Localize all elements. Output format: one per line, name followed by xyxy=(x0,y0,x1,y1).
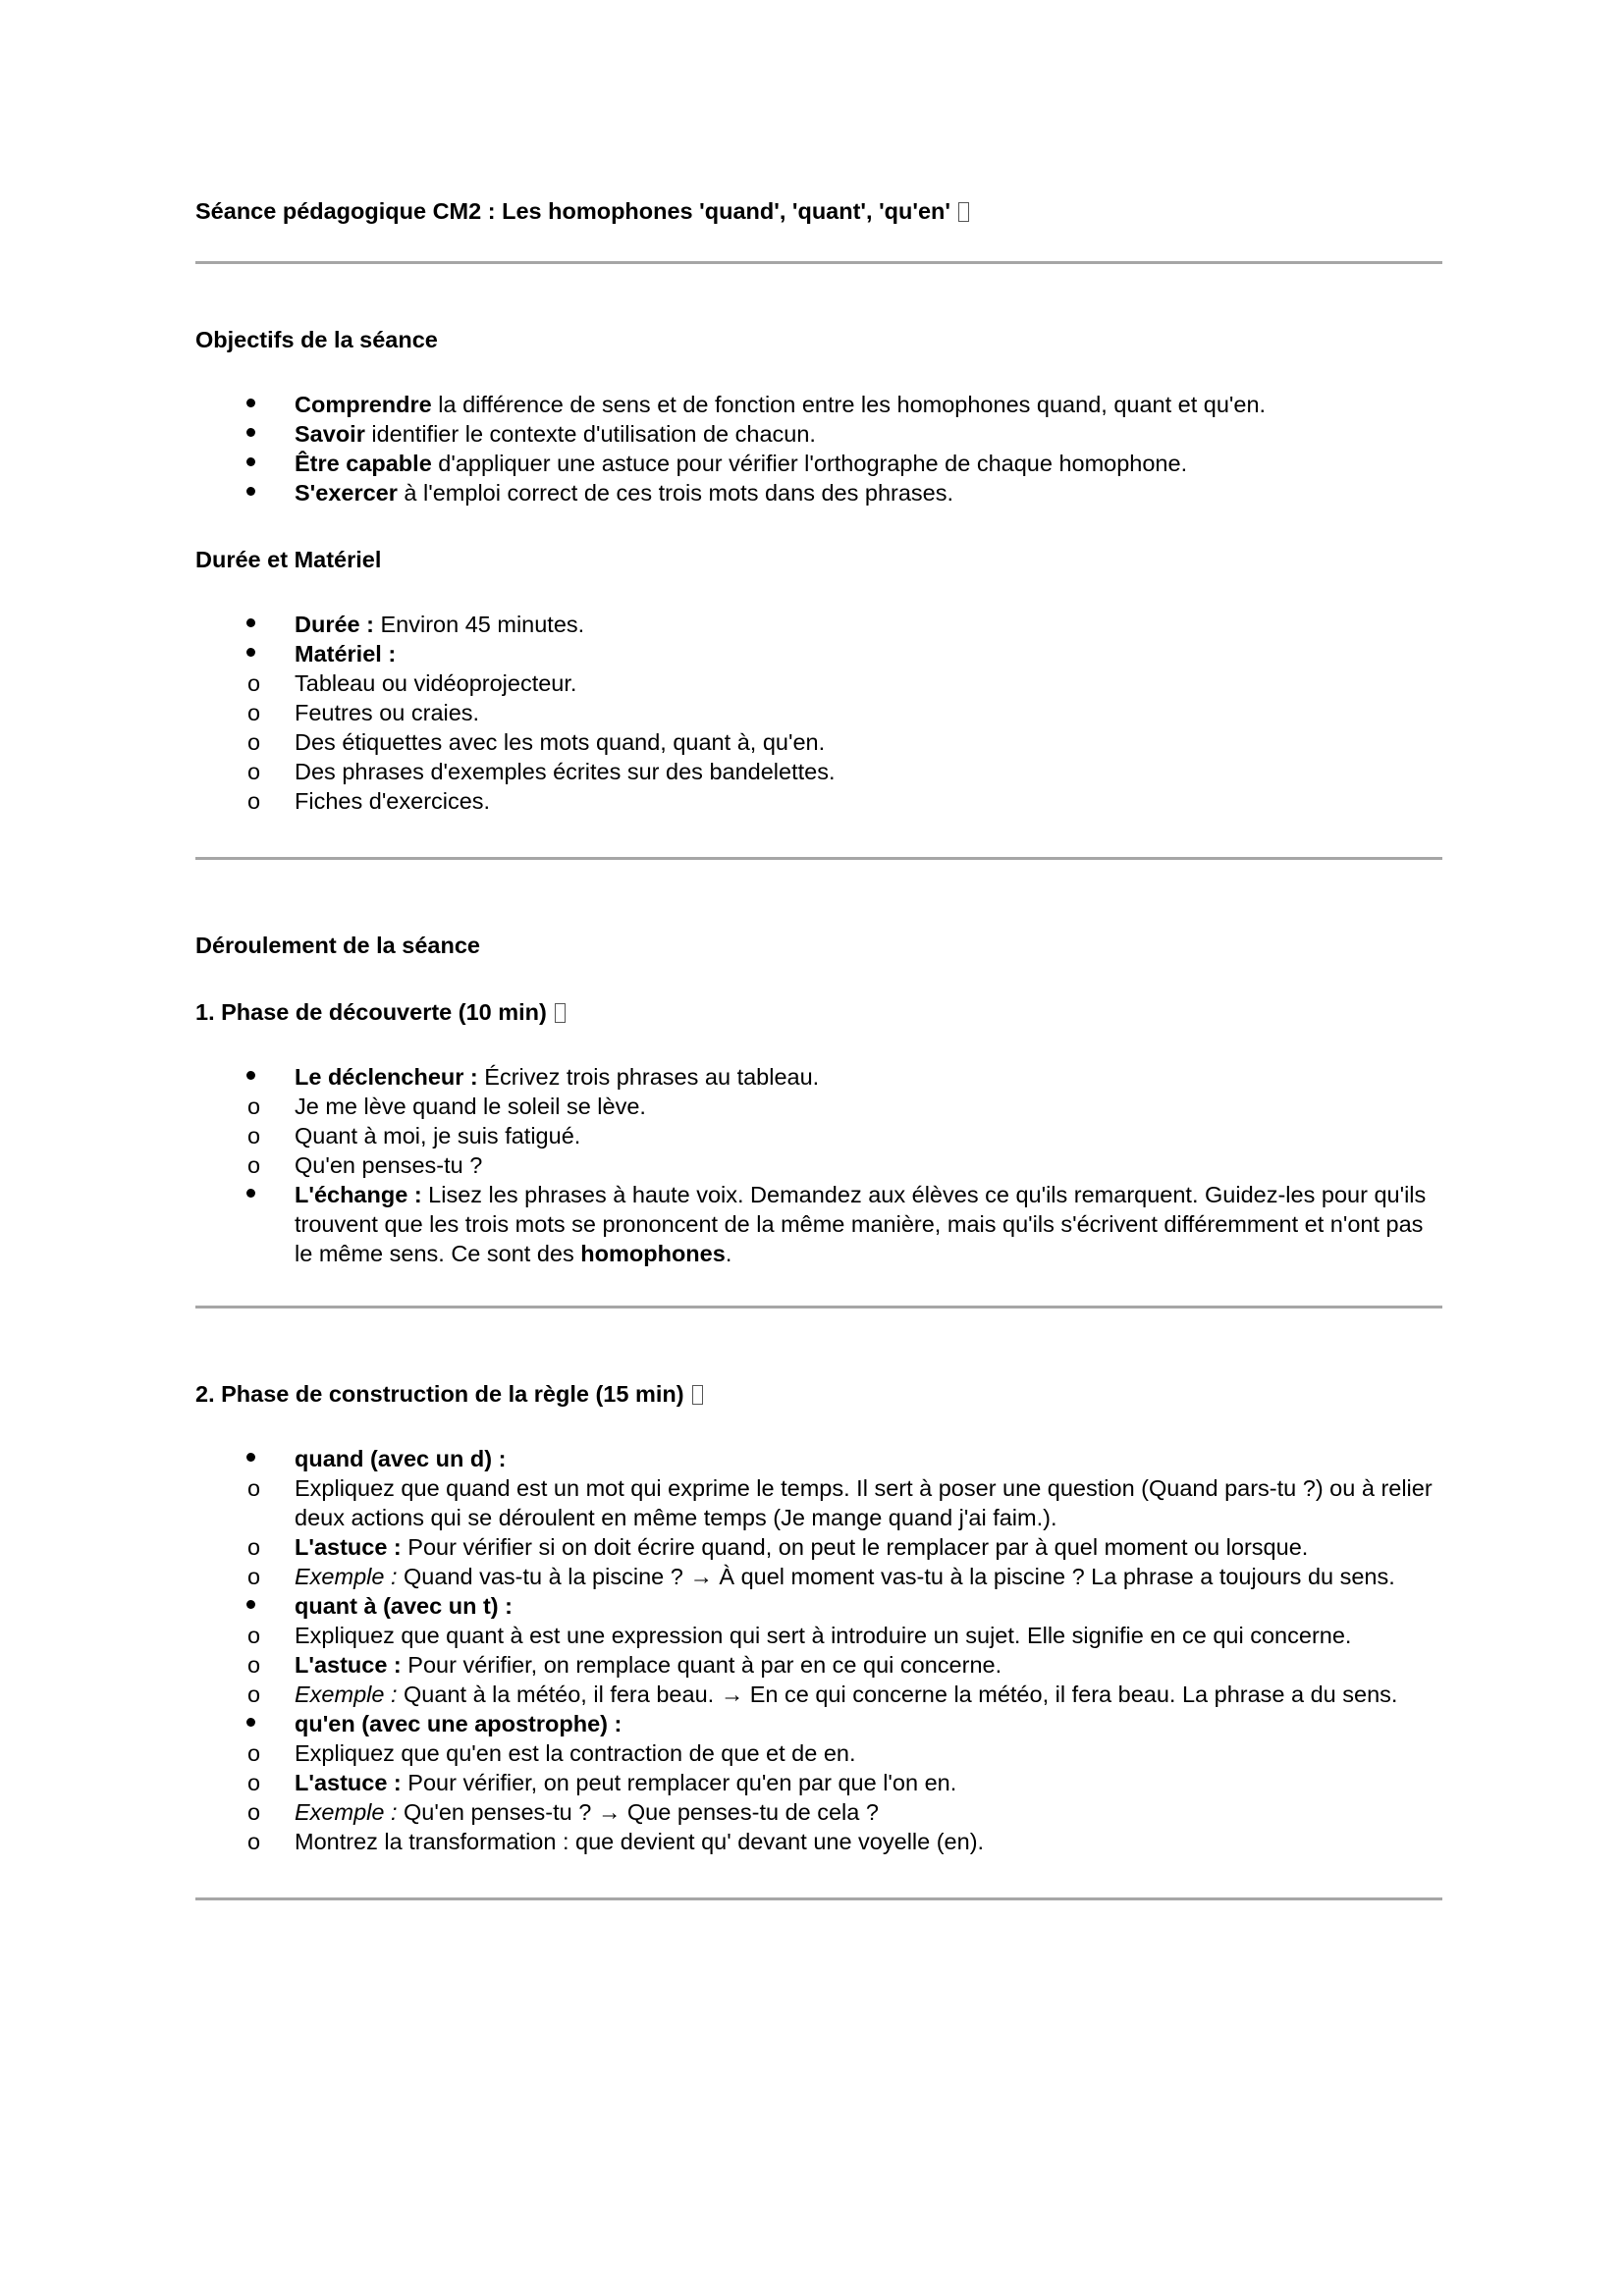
list-item: Savoir identifier le contexte d'utilisation de chacun. xyxy=(195,419,1442,449)
list-item: Matériel : o Tableau ou vidéoprojecteur. o Feutres ou craies. o Des étiquettes avec les mots quand, quant à, qu'en. o Des phrases d'exemples écrites sur des bandelettes. o Fiches d'exercices. xyxy=(195,639,1442,816)
divider xyxy=(195,1897,1442,1900)
phase-1-list xyxy=(195,1062,1442,1268)
quant-sublist xyxy=(247,1621,1442,1709)
sublist-item: o Exemple : Quand vas-tu à la piscine ? → À quel moment vas-tu à la piscine ? La phrase a toujours du sens. xyxy=(247,1564,1395,1589)
list-item: Comprendre la différence de sens et de fonction entre les homophones quand, quant et qu'en. xyxy=(195,390,1442,419)
sublist-item: o L'astuce : Pour vérifier, on remplace quant à par en ce qui concerne. xyxy=(247,1652,1002,1678)
section-heading-objectives: Objectifs de la séance xyxy=(195,327,438,352)
phase-1-title: 1. Phase de découverte (10 min) xyxy=(195,997,1442,1027)
bullet-icon xyxy=(246,428,255,437)
circle-bullet-icon: o xyxy=(247,1534,261,1560)
circle-bullet-icon: o xyxy=(247,1682,261,1707)
emoji-glyph-icon xyxy=(555,1003,566,1023)
list-item: quand (avec un d) : o Expliquez que quand est un mot qui exprime le temps. Il sert à poser une question (Quand pars-tu ?) ou à relier deux actions qui se déroulent en même temps (Je mange quand j'ai faim.). o L'astuce : Pour vérifier si on doit écrire quand, on peut le remplacer par à quel moment ou lorsque. o Exemple : Quand vas-tu à la piscine ? → À quel moment vas-tu à la piscine ? La phrase a toujours du sens. xyxy=(195,1444,1442,1591)
circle-bullet-icon: o xyxy=(247,788,261,814)
sublist-item: o Des étiquettes avec les mots quand, quant à, qu'en. xyxy=(247,729,826,755)
sublist-item: o Je me lève quand le soleil se lève. xyxy=(247,1094,646,1119)
bullet-icon xyxy=(246,618,255,627)
circle-bullet-icon: o xyxy=(247,1094,261,1119)
sublist-item: o Tableau ou vidéoprojecteur. xyxy=(247,670,577,696)
sublist-item: o Qu'en penses-tu ? xyxy=(247,1152,483,1178)
phase-2-list xyxy=(195,1444,1442,1856)
circle-bullet-icon: o xyxy=(247,1799,261,1825)
circle-bullet-icon: o xyxy=(247,1652,261,1678)
bullet-icon xyxy=(246,1189,255,1198)
sublist-item: o Exemple : Quant à la météo, il fera beau. → En ce qui concerne la météo, il fera beau. La phrase a du sens. xyxy=(247,1682,1398,1707)
materials-list xyxy=(195,610,1442,816)
objectives-list xyxy=(195,390,1442,507)
sublist-item: o Fiches d'exercices. xyxy=(247,788,491,814)
page-title xyxy=(195,196,1442,226)
circle-bullet-icon: o xyxy=(247,1564,261,1589)
divider xyxy=(195,857,1442,860)
sublist-item: o L'astuce : Pour vérifier, on peut remplacer qu'en par que l'on en. xyxy=(247,1770,957,1795)
phase-2-title: 2. Phase de construction de la règle (15 min) xyxy=(195,1379,1442,1409)
list-item: Le déclencheur : Écrivez trois phrases au tableau. o Je me lève quand le soleil se lève. o Quant à moi, je suis fatigué. o Qu'en penses-tu ? xyxy=(195,1062,1442,1180)
sentence-sublist xyxy=(247,1092,1442,1180)
bullet-icon xyxy=(246,1718,255,1727)
circle-bullet-icon: o xyxy=(247,1623,261,1648)
bullet-icon xyxy=(246,487,255,496)
sublist-item: o Exemple : Qu'en penses-tu ? → Que penses-tu de cela ? xyxy=(247,1799,879,1825)
circle-bullet-icon: o xyxy=(247,700,261,725)
sublist-item: o Feutres ou craies. xyxy=(247,700,480,725)
list-item: quant à (avec un t) : o Expliquez que quant à est une expression qui sert à introduire un sujet. Elle signifie en ce qui concerne. o L'astuce : Pour vérifier, on remplace quant à par en ce qui concerne. o Exemple : Quant à la météo, il fera beau. → En ce qui concerne la météo, il fera beau. La phrase a du sens. xyxy=(195,1591,1442,1709)
circle-bullet-icon: o xyxy=(247,1475,261,1501)
material-sublist xyxy=(247,668,1442,816)
circle-bullet-icon: o xyxy=(247,759,261,784)
circle-bullet-icon: o xyxy=(247,1123,261,1148)
bullet-icon xyxy=(246,457,255,466)
sublist-item: o L'astuce : Pour vérifier si on doit écrire quand, on peut le remplacer par à quel moment ou lorsque. xyxy=(247,1534,1309,1560)
circle-bullet-icon: o xyxy=(247,1829,261,1854)
bullet-icon xyxy=(246,1453,255,1462)
bullet-icon xyxy=(246,1600,255,1609)
sublist-item: o Expliquez que qu'en est la contraction de que et de en. xyxy=(247,1740,856,1766)
quen-sublist xyxy=(247,1738,1442,1856)
sublist-item: o Expliquez que quant à est une expression qui sert à introduire un sujet. Elle signifie en ce qui concerne. xyxy=(247,1623,1352,1648)
page-title-text: Séance pédagogique CM2 : Les homophones 'quand', 'quant', 'qu'en' xyxy=(195,198,950,224)
bullet-icon xyxy=(246,648,255,657)
sublist-item: o Des phrases d'exemples écrites sur des bandelettes. xyxy=(247,759,836,784)
circle-bullet-icon: o xyxy=(247,729,261,755)
sublist-item: o Montrez la transformation : que devient qu' devant une voyelle (en). xyxy=(247,1829,985,1854)
section-heading-progress: Déroulement de la séance xyxy=(195,933,480,958)
sublist-item: o Quant à moi, je suis fatigué. xyxy=(247,1123,581,1148)
circle-bullet-icon: o xyxy=(247,670,261,696)
divider xyxy=(195,1306,1442,1308)
bullet-icon xyxy=(246,1071,255,1080)
bullet-icon xyxy=(246,399,255,407)
divider xyxy=(195,261,1442,264)
document-body xyxy=(195,196,1442,1900)
list-item: S'exercer à l'emploi correct de ces trois mots dans des phrases. xyxy=(195,478,1442,507)
list-item: qu'en (avec une apostrophe) : o Expliquez que qu'en est la contraction de que et de en. o L'astuce : Pour vérifier, on peut remplacer qu'en par que l'on en. o Exemple : Qu'en penses-tu ? → Que penses-tu de cela ? o Montrez la transformation : que devient qu' devant une voyelle (en). xyxy=(195,1709,1442,1856)
circle-bullet-icon: o xyxy=(247,1152,261,1178)
quand-sublist xyxy=(247,1473,1442,1591)
list-item: Durée : Environ 45 minutes. xyxy=(195,610,1442,639)
emoji-glyph-icon xyxy=(692,1385,703,1405)
circle-bullet-icon: o xyxy=(247,1770,261,1795)
circle-bullet-icon: o xyxy=(247,1740,261,1766)
sublist-item: o Expliquez que quand est un mot qui exprime le temps. Il sert à poser une question (Quand pars-tu ?) ou à relier deux actions qui se déroulent en même temps (Je mange quand j'ai faim.). xyxy=(247,1475,1433,1530)
list-item: Être capable d'appliquer une astuce pour vérifier l'orthographe de chaque homophone. xyxy=(195,449,1442,478)
section-heading-materials: Durée et Matériel xyxy=(195,547,382,572)
list-item: L'échange : Lisez les phrases à haute voix. Demandez aux élèves ce qu'ils remarquent. Guidez-les pour qu'ils trouvent que les trois mots se prononcent de la même manière, mais qu'ils s'écrivent différemment et n'ont pas le même sens. Ce sont des homophones. xyxy=(195,1180,1442,1268)
emoji-glyph-icon xyxy=(958,202,969,222)
